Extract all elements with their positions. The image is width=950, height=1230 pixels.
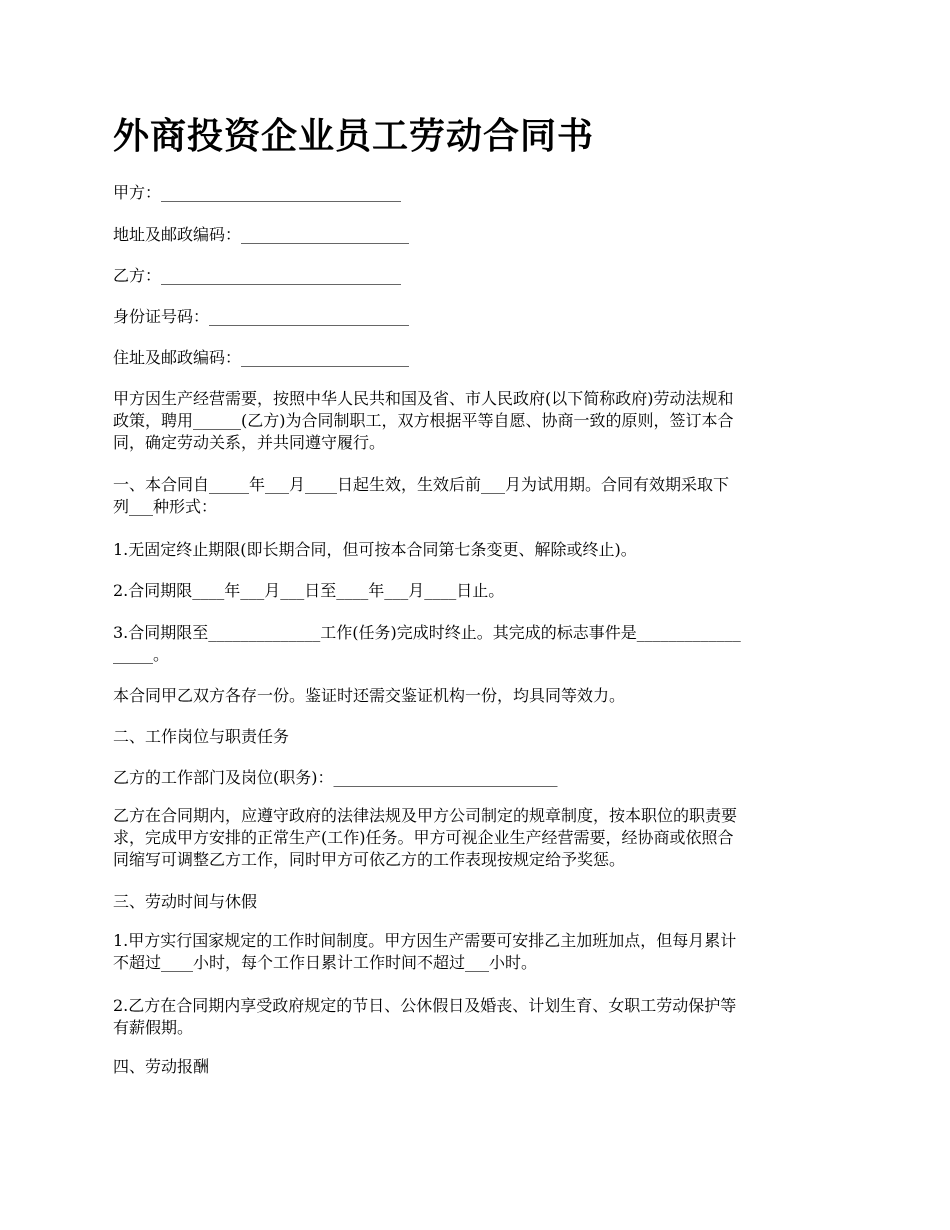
field-address-a: 地址及邮政编码：_____________________	[113, 225, 410, 244]
intro-line: 甲方因生产经营需要，按照中华人民共和国及省、市人民政府(以下简称政府)劳动法规和	[113, 389, 734, 408]
intro-line: 政策，聘用______(乙方)为合同制职工，双方根据平等自愿、协商一致的原则，签订本合	[113, 411, 734, 430]
duties-line: 乙方在合同期内，应遵守政府的法律法规及甲方公司制定的规章制度，按本职位的职责要	[113, 806, 738, 825]
field-party-b: 乙方：______________________________	[113, 266, 402, 285]
hours-paragraph	[113, 930, 839, 974]
section-3-heading: 三、劳动时间与休假	[113, 892, 258, 911]
hours-line: 1.甲方实行国家规定的工作时间制度。甲方因生产需要可安排乙主加班加点，但每月累计	[113, 931, 737, 950]
document-title: 外商投资企业员工劳动合同书	[113, 115, 595, 157]
field-party-a: 甲方：______________________________	[113, 183, 402, 202]
hours-line: 不超过____小时，每个工作日累计工作时间不超过___小时。	[113, 953, 538, 972]
term-3-line: 3.合同期限至______________工作(任务)完成时终止。其完成的标志事件是_____________	[113, 623, 741, 642]
field-position: 乙方的工作部门及岗位(职务)：____________________________	[113, 768, 558, 787]
section-2-heading: 二、工作岗位与职责任务	[113, 727, 290, 746]
leave-line: 2.乙方在合同期内享受政府规定的节日、公休假日及婚丧、计划生育、女职工劳动保护等	[113, 996, 737, 1015]
term-option-2: 2.合同期限____年___月___日至____年___月____日止。	[113, 581, 505, 600]
term-option-1: 1.无固定终止期限(即长期合同，但可按本合同第七条变更、解除或终止)。	[113, 540, 637, 559]
copies-clause: 本合同甲乙双方各存一份。鉴证时还需交鉴证机构一份，均具同等效力。	[113, 686, 626, 705]
field-id-number: 身份证号码：_________________________	[113, 307, 410, 326]
duties-paragraph	[113, 805, 839, 871]
intro-line: 同，确定劳动关系，并共同遵守履行。	[113, 433, 386, 452]
section-1-paragraph	[113, 474, 839, 518]
intro-paragraph	[113, 388, 839, 454]
leave-paragraph	[113, 995, 839, 1039]
term-option-3	[113, 622, 839, 666]
duties-line: 求，完成甲方安排的正常生产(工作)任务。甲方可视企业生产经营需要，经协商或依照合	[113, 828, 734, 847]
section-1-line: 列___种形式：	[113, 497, 218, 516]
duties-line: 同缩写可调整乙方工作，同时甲方可依乙方的工作表现按规定给予奖惩。	[113, 850, 626, 869]
term-3-line: _____。	[113, 645, 170, 664]
section-1-line: 一、本合同自_____年___月____日起生效，生效后前___月为试用期。合同有效期采取下	[113, 475, 730, 494]
field-residence-b: 住址及邮政编码：_____________________	[113, 348, 410, 367]
section-4-heading: 四、劳动报酬	[113, 1057, 210, 1076]
leave-line: 有薪假期。	[113, 1018, 194, 1037]
